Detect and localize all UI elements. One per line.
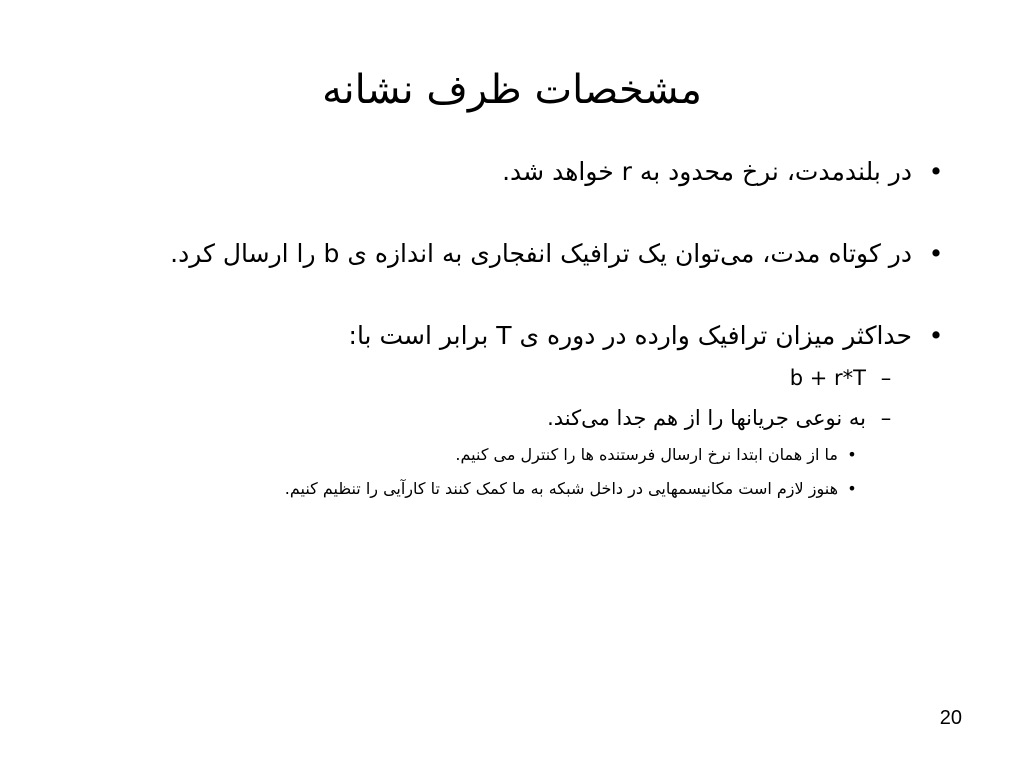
sub-sub-bullet-text: هنوز لازم است مکانیسمهایی در داخل شبکه به ما کمک کنند تا کارآیی را تنظیم کنیم.	[284, 479, 838, 498]
bullet-marker: •	[928, 321, 944, 350]
bullet-item	[66, 150, 946, 194]
bullet-list	[66, 150, 946, 506]
sub-sub-bullet-marker: •	[847, 479, 857, 498]
sub-sub-bullet-item	[66, 438, 946, 472]
bullet-text: در بلندمدت، نرخ محدود به r خواهد شد.	[502, 157, 912, 186]
sub-sub-bullet-item	[66, 472, 946, 506]
bullet-marker: •	[928, 239, 944, 268]
bullet-marker: •	[928, 157, 944, 186]
slide-title: مشخصات ظرف نشانه	[322, 67, 702, 113]
sub-sub-bullet-marker: •	[847, 445, 857, 464]
sub-bullet-item	[66, 398, 946, 438]
sub-bullet-item	[66, 358, 946, 398]
sub-bullet-marker: –	[880, 366, 892, 390]
sub-sub-bullet-text: ما از همان ابتدا نرخ ارسال فرستنده ها را کنترل می کنیم.	[455, 445, 838, 464]
bullet-item	[66, 314, 946, 358]
sub-bullet-marker: –	[880, 406, 892, 430]
bullet-item	[66, 232, 946, 276]
formula-text: b + r*T	[789, 366, 866, 390]
bullet-text: در کوتاه مدت، می‌توان یک ترافیک انفجاری به اندازه ی b را ارسال کرد.	[170, 239, 912, 268]
sub-bullet-text: به نوعی جریانها را از هم جدا می‌کند.	[547, 406, 866, 430]
page-number: 20	[939, 707, 962, 729]
bullet-text: حداکثر میزان ترافیک وارده در دوره ی T برابر است با:	[348, 321, 912, 350]
